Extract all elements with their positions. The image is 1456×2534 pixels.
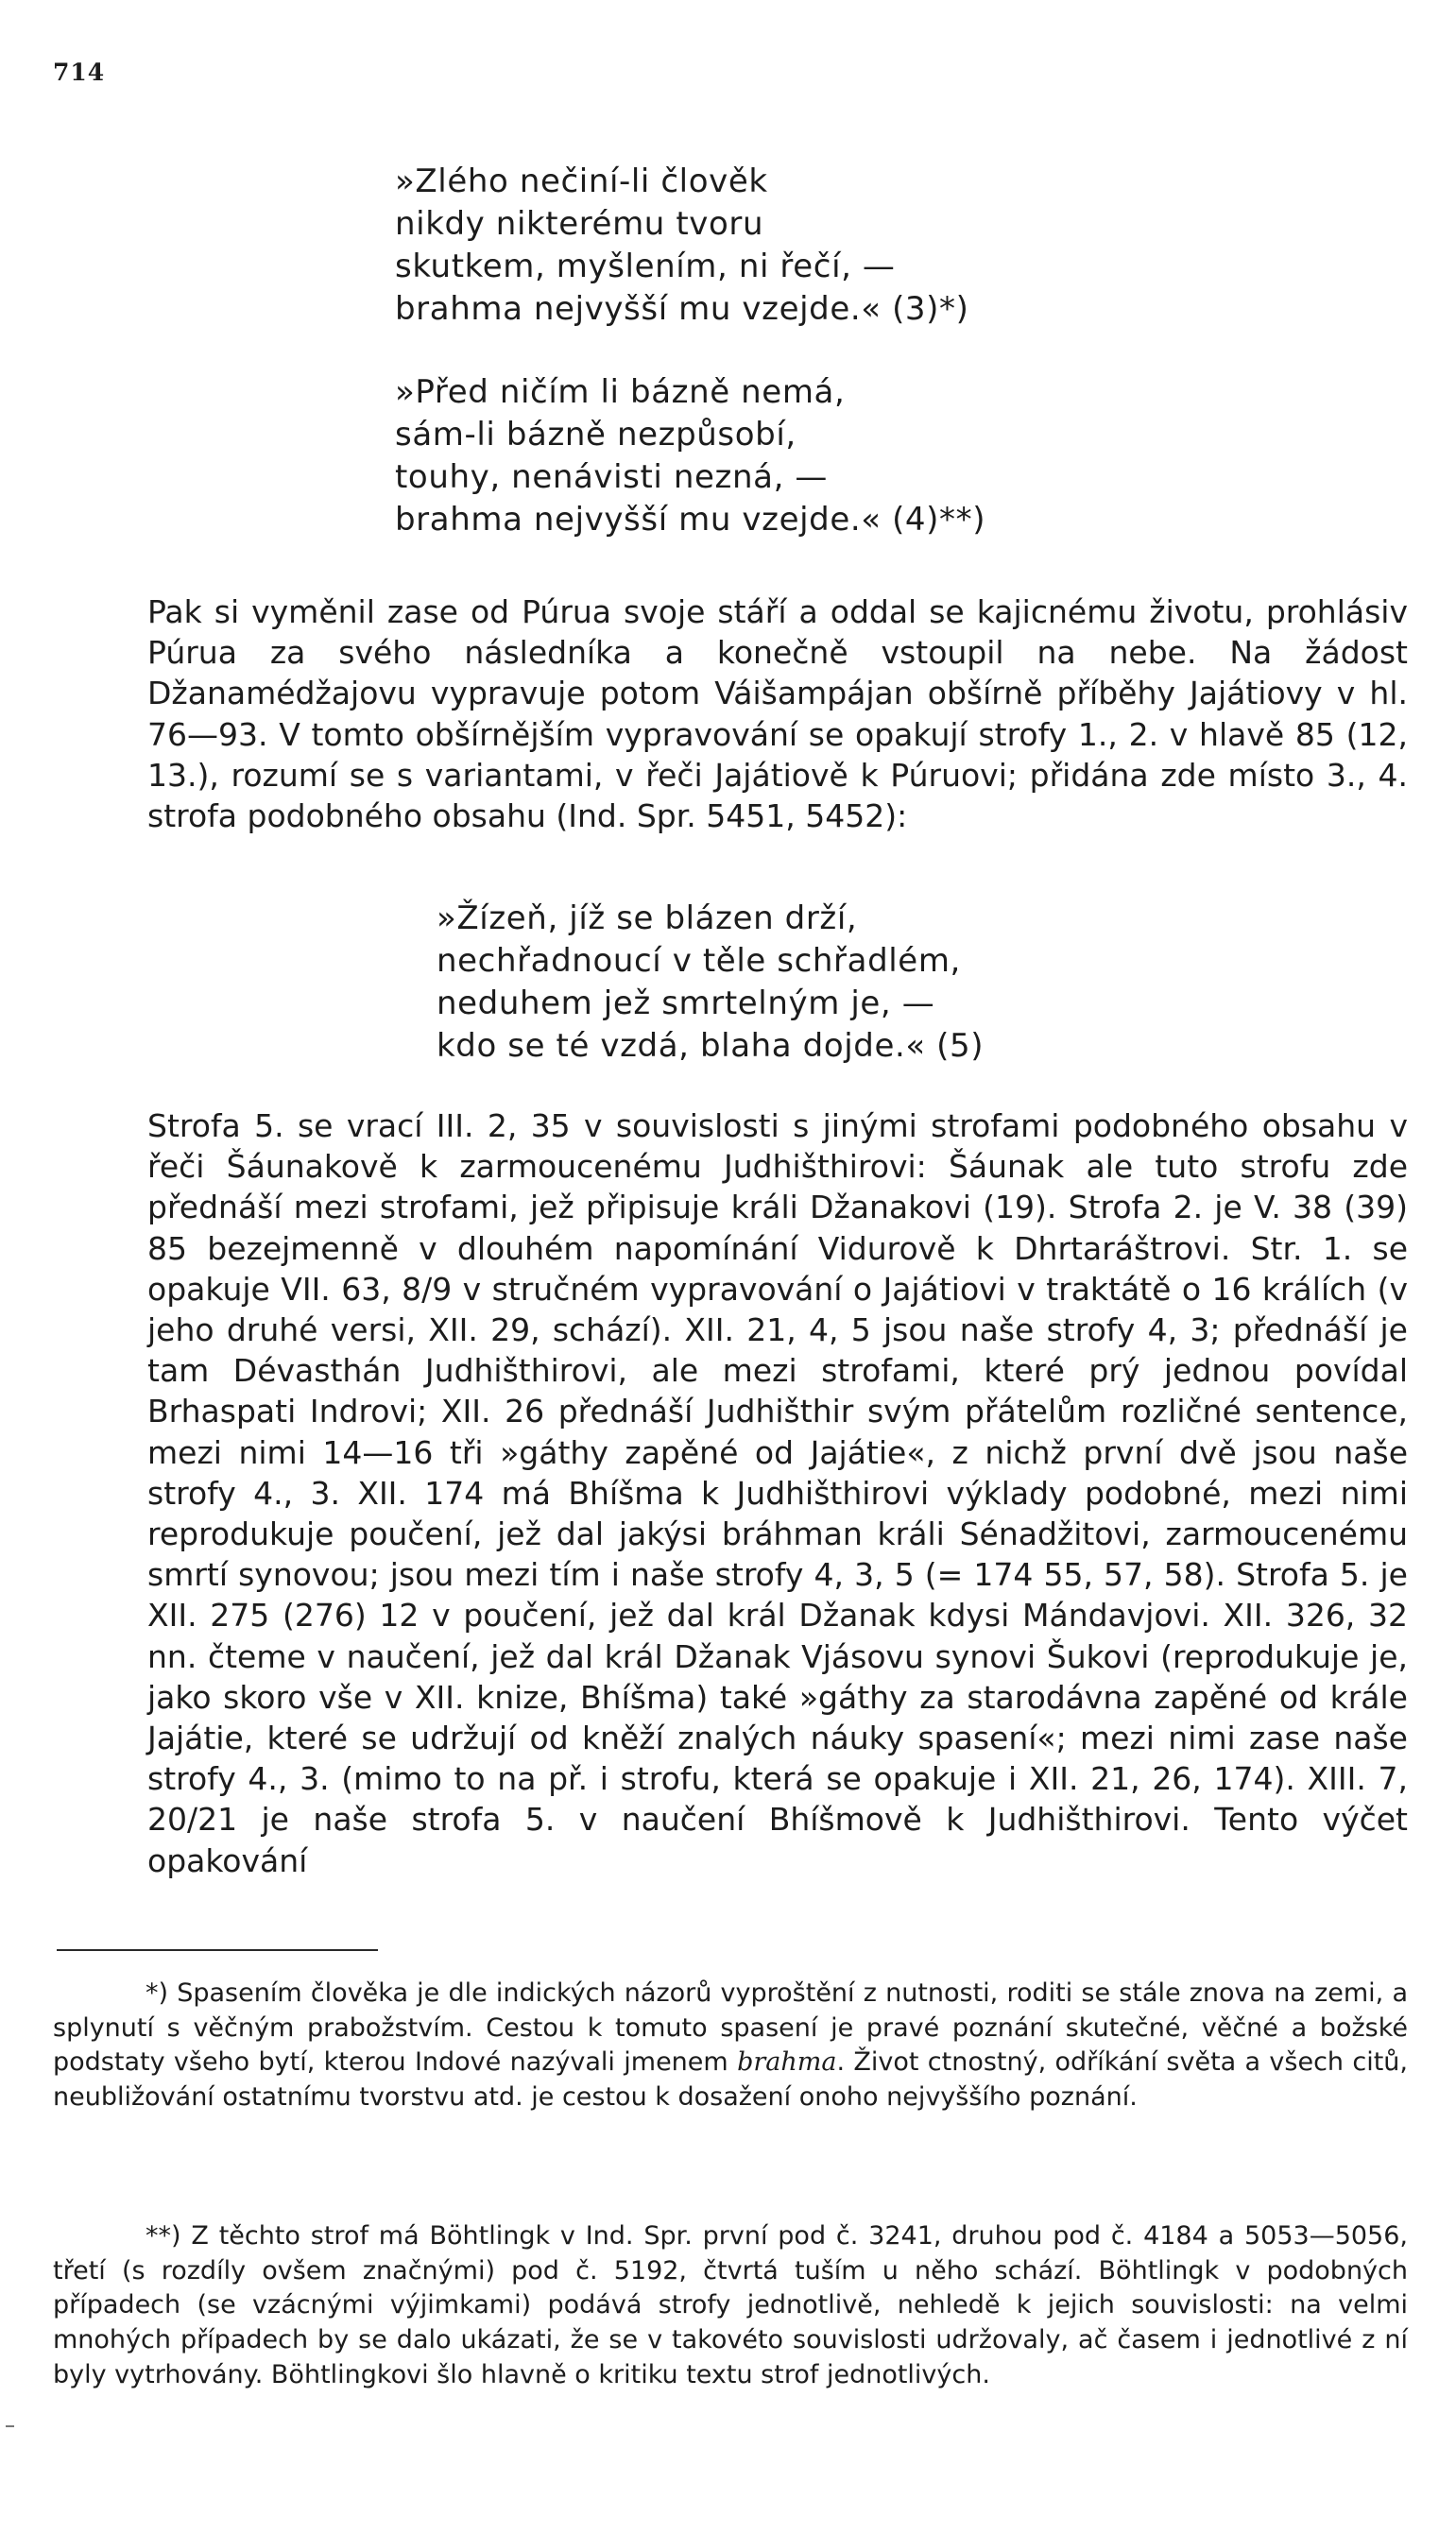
footnote-separator (57, 1949, 378, 1951)
verse-line: »Žízeň, jíž se blázen drží, (437, 899, 858, 937)
verse-stanza-4 (395, 371, 985, 541)
scan-speck (6, 2425, 14, 2427)
verse-line: nechřadnoucí v těle schřadlém, (437, 942, 961, 980)
verse-line: brahma nejvyšší mu vzejde.« (3)*) (395, 290, 969, 328)
verse-line: nikdy nikterému tvoru (395, 205, 764, 243)
footnote-1 (53, 1977, 1408, 2115)
verse-line: skutkem, myšlením, ni řečí, — (395, 248, 896, 285)
footnote-2 (53, 2219, 1408, 2393)
footnote-text: . Život ctnostný, odříkání světa a všech citů, neubližování ostatnímu tvorstvu atd. je cestou k dosažení onoho nejvyššího poznání. (53, 2047, 1408, 2113)
footnote-text: Z těchto strof má Böhtlingk v Ind. Spr. první pod č. 3241, druhou pod č. 4184 a 5053—5056, třetí (s rozdíly ovšem značnými) pod č. 5192, čtvrtá tuším u něho schází. Böhtlingk v podobných případech (se vzácnými výjimkami) podává strofy jednotlivě, nehledě k jejich souvislosti: na velmi mnohých případech by se dalo ukázati, že se v takovéto souvislosti udržovaly, ač časem i jednotlivé z ní byly vytrhovány. Böhtlingkovi šlo hlavně o kritiku textu strof jednotlivých. (53, 2221, 1408, 2389)
verse-line: »Před ničím li bázně nemá, (395, 373, 846, 411)
footnote-marker: *) (146, 1978, 169, 2008)
verse-line: kdo se té vzdá, blaha dojde.« (5) (437, 1027, 985, 1065)
body-paragraph-2: Strofa 5. se vrací III. 2, 35 v souvislosti s jinými strofami podobného obsahu v řeči Šáunakově k zarmoucenému Judhišthirovi: Šáunak ale tuto strofu zde přednáší mezi strofami, jež připisuje králi Džanakovi (19). Strofa 2. je V. 38 (39) 85 bezejmenně v dlouhém napomínání Vidurově k Dhrtaráštrovi. Str. 1. se opakuje VII. 63, 8/9 v stručném vypravování o Jajátiovi v traktátě o 16 králích (v jeho druhé versi, XII. 29, schází). XII. 21, 4, 5 jsou naše strofy 4, 3; přednáší je tam Dévasthán Judhišthirovi, ale mezi strofami, které prý jednou povídal Brhaspati Indrovi; XII. 26 přednáší Judhišthir svým přátelům rozličné sentence, mezi nimi 14—16 tři »gáthy zapěné od Jajátie«, z nichž první dvě jsou naše strofy 4., 3. XII. 174 má Bhíšma k Judhišthirovi výklady podobné, mezi nimi reprodukuje poučení, jež dal jakýsi bráhman králi Sénadžitovi, zarmoucenému smrtí synovou; jsou mezi tím i naše strofy 4, 3, 5 (= 174 55, 57, 58). Strofa 5. je XII. 275 (276) 12 v poučení, jež dal král Džanak kdysi Mándavjovi. XII. 326, 32 nn. čteme v naučení, jež dal král Džanak Vjásovu synovi Šukovi (reprodukuje je, jako skoro vše v XII. knize, Bhíšma) také »gáthy za starodávna zapěné od krále Jajátie, které se udržují od kněží znalých náuky spasení«; mezi nimi zase naše strofy 4., 3. (mimo to na př. i strofu, která se opakuje i XII. 21, 26, 174). XIII. 7, 20/21 je naše strofa 5. v naučení Bhíšmově k Judhišthirovi. Tento výčet opakování (147, 1107, 1408, 1879)
footnote-term: brahma (737, 2047, 837, 2078)
footnote-text: Spasením člověka je dle indických názorů vyproštění z nutnosti, roditi se stále znova na zemi, a splynutí s věčným prabožstvím. Cestou k tomuto spasení je pravé poznání skutečné, věčné a božské podstaty všeho bytí, kterou Indové nazývali jmenem (53, 1978, 1408, 2078)
verse-line: brahma nejvyšší mu vzejde.« (4)**) (395, 501, 986, 539)
page-number: 714 (53, 59, 106, 86)
body-paragraph-1: Pak si vyměnil zase od Púrua svoje stáří a oddal se kajicnému životu, prohlásiv Púrua za svého následníka a konečně vstoupil na nebe. Na žádost Džanamédžajovu vypravuje potom Váišampájan obšírně příběhy Jajátiovy v hl. 76—93. V tomto obšírnějším vypravování se opakují strofy 1., 2. v hlavě 85 (12, 13.), rozumí se s variantami, v řeči Jajátiově k Púruovi; přidána zde místo 3., 4. strofa podobného obsahu (Ind. Spr. 5451, 5452): (147, 593, 1408, 835)
verse-line: sám-li bázně nezpůsobí, (395, 416, 797, 454)
verse-stanza-5 (437, 898, 984, 1068)
verse-stanza-3 (395, 161, 969, 331)
footnote-marker: **) (146, 2221, 181, 2251)
verse-line: neduhem jež smrtelným je, — (437, 984, 935, 1022)
verse-line: touhy, nenávisti nezná, — (395, 458, 828, 496)
verse-line: »Zlého nečiní-li člověk (395, 163, 768, 200)
